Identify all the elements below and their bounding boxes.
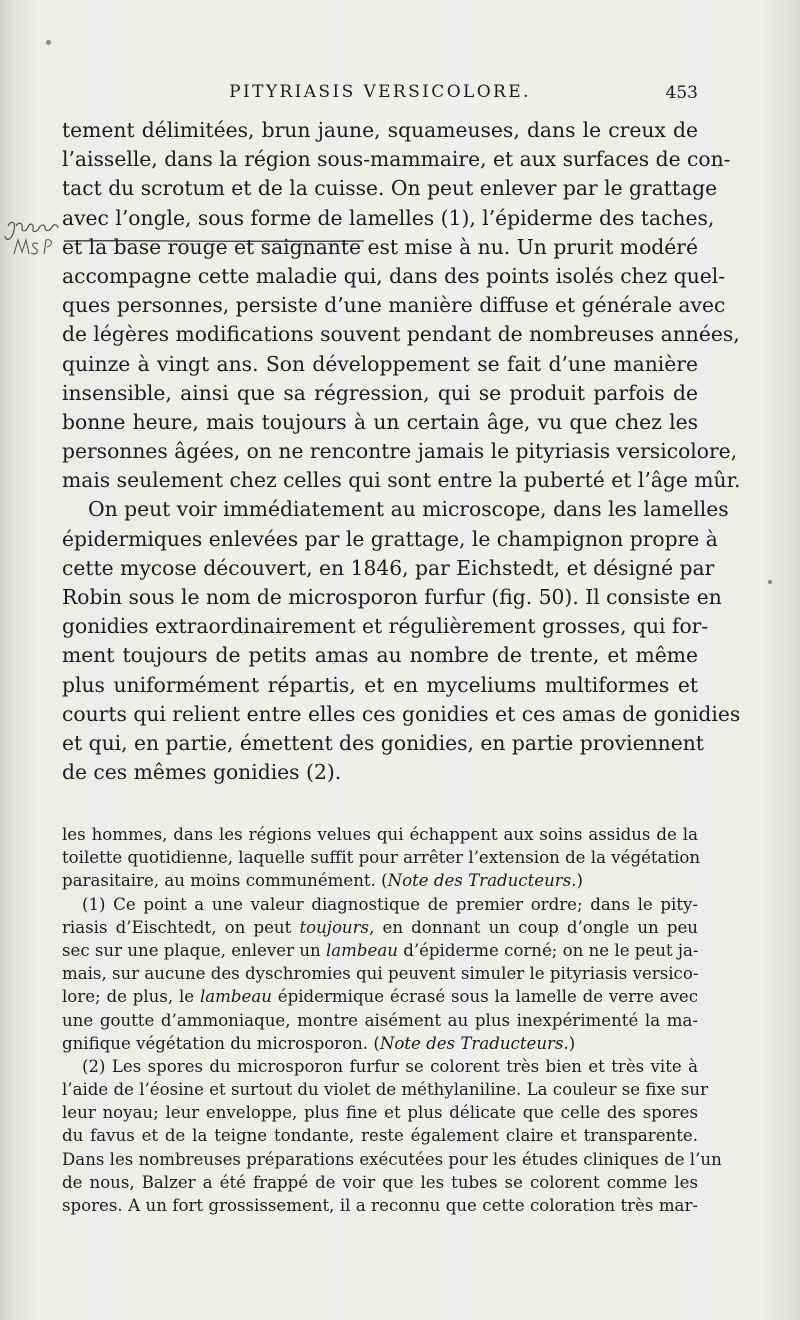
body-line: tement délimitées, brun jaune, squameuses, dans le creux de <box>62 118 698 142</box>
body-text <box>62 116 741 787</box>
page-number: 453 <box>665 83 698 103</box>
body-line: On peut voir immédiatement au microscope, dans les lamelles <box>88 497 729 522</box>
footnote-line: parasitaire, au moins communément. (Note des Traducteurs.) <box>62 871 583 891</box>
handwritten-strikethrough <box>64 228 364 232</box>
footnote-line: l’aide de l’éosine et surtout du violet de méthylaniline. La couleur se fixe sur <box>62 1080 709 1100</box>
footnote-line: gnifique végétation du microsporon. (Note des Traducteurs.) <box>62 1033 576 1053</box>
body-line: mais seulement chez celles qui sont entre la puberté et l’âge mûr. <box>62 468 741 493</box>
handwritten-margin-note <box>2 212 68 272</box>
body-line: et la base rouge et saignante est mise à nu. Un prurit modéré <box>62 234 698 259</box>
footnote-line: Dans les nombreuses préparations exécutées pour les études cliniques de l’un <box>62 1149 722 1169</box>
body-line: cette mycose découvert, en 1846, par Eichstedt, et désigné par <box>62 555 715 580</box>
body-line: avec l’ongle, sous forme de lamelles (1), l’épiderme des taches, <box>62 205 715 230</box>
body-line: plus uniformément répartis, et en myceliums multiformes et <box>62 672 698 697</box>
body-line: gonidies extraordinairement et régulièrement grosses, qui for- <box>62 614 709 639</box>
body-line: bonne heure, mais toujours à un certain âge, vu que chez les <box>62 409 698 434</box>
page-speck <box>46 40 51 45</box>
footnote-line: leur noyau; leur enveloppe, plus fine et plus délicate que celle des spores <box>62 1103 698 1123</box>
body-line: accompagne cette maladie qui, dans des points isolés chez quel- <box>62 263 726 288</box>
body-line: tact du scrotum et de la cuisse. On peut enlever par le grattage <box>62 176 718 201</box>
body-line: Robin sous le nom de microsporon furfur (fig. 50). Il consiste en <box>62 585 722 609</box>
body-line: personnes âgées, on ne rencontre jamais le pityriasis versicolore, <box>62 439 738 464</box>
body-line: insensible, ainsi que sa régression, qui se produit parfois de <box>62 380 698 405</box>
body-line: courts qui relient entre elles ces gonidies et ces amas de gonidies <box>62 701 741 726</box>
body-line: et qui, en partie, émettent des gonidies, en partie proviennent <box>62 730 704 755</box>
body-line: quinze à vingt ans. Son développement se fait d’une manière <box>62 351 698 376</box>
footnote-line: une goutte d’ammoniaque, montre aisément au plus inexpérimenté la ma- <box>62 1010 698 1030</box>
running-title: PITYRIASIS VERSICOLORE. <box>229 82 531 102</box>
footnote-line: (2) Les spores du microsporon furfur se colorent très bien et très vite à <box>82 1056 698 1076</box>
running-header <box>62 82 698 110</box>
footnote-line: sec sur une plaque, enlever un lambeau d’épiderme corné; on ne le peut ja- <box>62 940 699 960</box>
body-line: l’aisselle, dans la région sous-mammaire, et aux surfaces de con- <box>62 147 731 172</box>
footnote-line: toilette quotidienne, laquelle suffit pour arrêter l’extension de la végétation <box>62 848 701 868</box>
footnote-line: les hommes, dans les régions velues qui échappent aux soins assidus de la <box>62 825 698 844</box>
body-line: ques personnes, persiste d’une manière diffuse et générale avec <box>62 293 726 318</box>
footnotes <box>62 823 722 1217</box>
body-line: de ces mêmes gonidies (2). <box>62 760 342 785</box>
footnote-line: spores. A un fort grossissement, il a reconnu que cette coloration très mar- <box>62 1196 698 1215</box>
page-speck <box>768 580 772 584</box>
footnote-line: riasis d’Eischtedt, on peut toujours, en donnant un coup d’ongle un peu <box>62 917 698 937</box>
body-line: ment toujours de petits amas au nombre de trente, et même <box>62 643 698 668</box>
body-line: de légères modifications souvent pendant de nombreuses années, <box>62 322 740 347</box>
footnote-line: de nous, Balzer a été frappé de voir que les tubes se colorent comme les <box>62 1172 698 1192</box>
footnote-line: (1) Ce point a une valeur diagnostique de premier ordre; dans le pity- <box>82 894 698 914</box>
body-line: épidermiques enlevées par le grattage, le champignon propre à <box>62 526 718 551</box>
footnote-line: lore; de plus, le lambeau épidermique écrasé sous la lamelle de verre avec <box>62 987 698 1007</box>
handwriting-mark <box>2 212 68 272</box>
footnote-line: mais, sur aucune des dyschromies qui peuvent simuler le pityriasis versico- <box>62 964 699 984</box>
footnote-line: du favus et de la teigne tondante, reste également claire et transparente. <box>62 1126 698 1146</box>
